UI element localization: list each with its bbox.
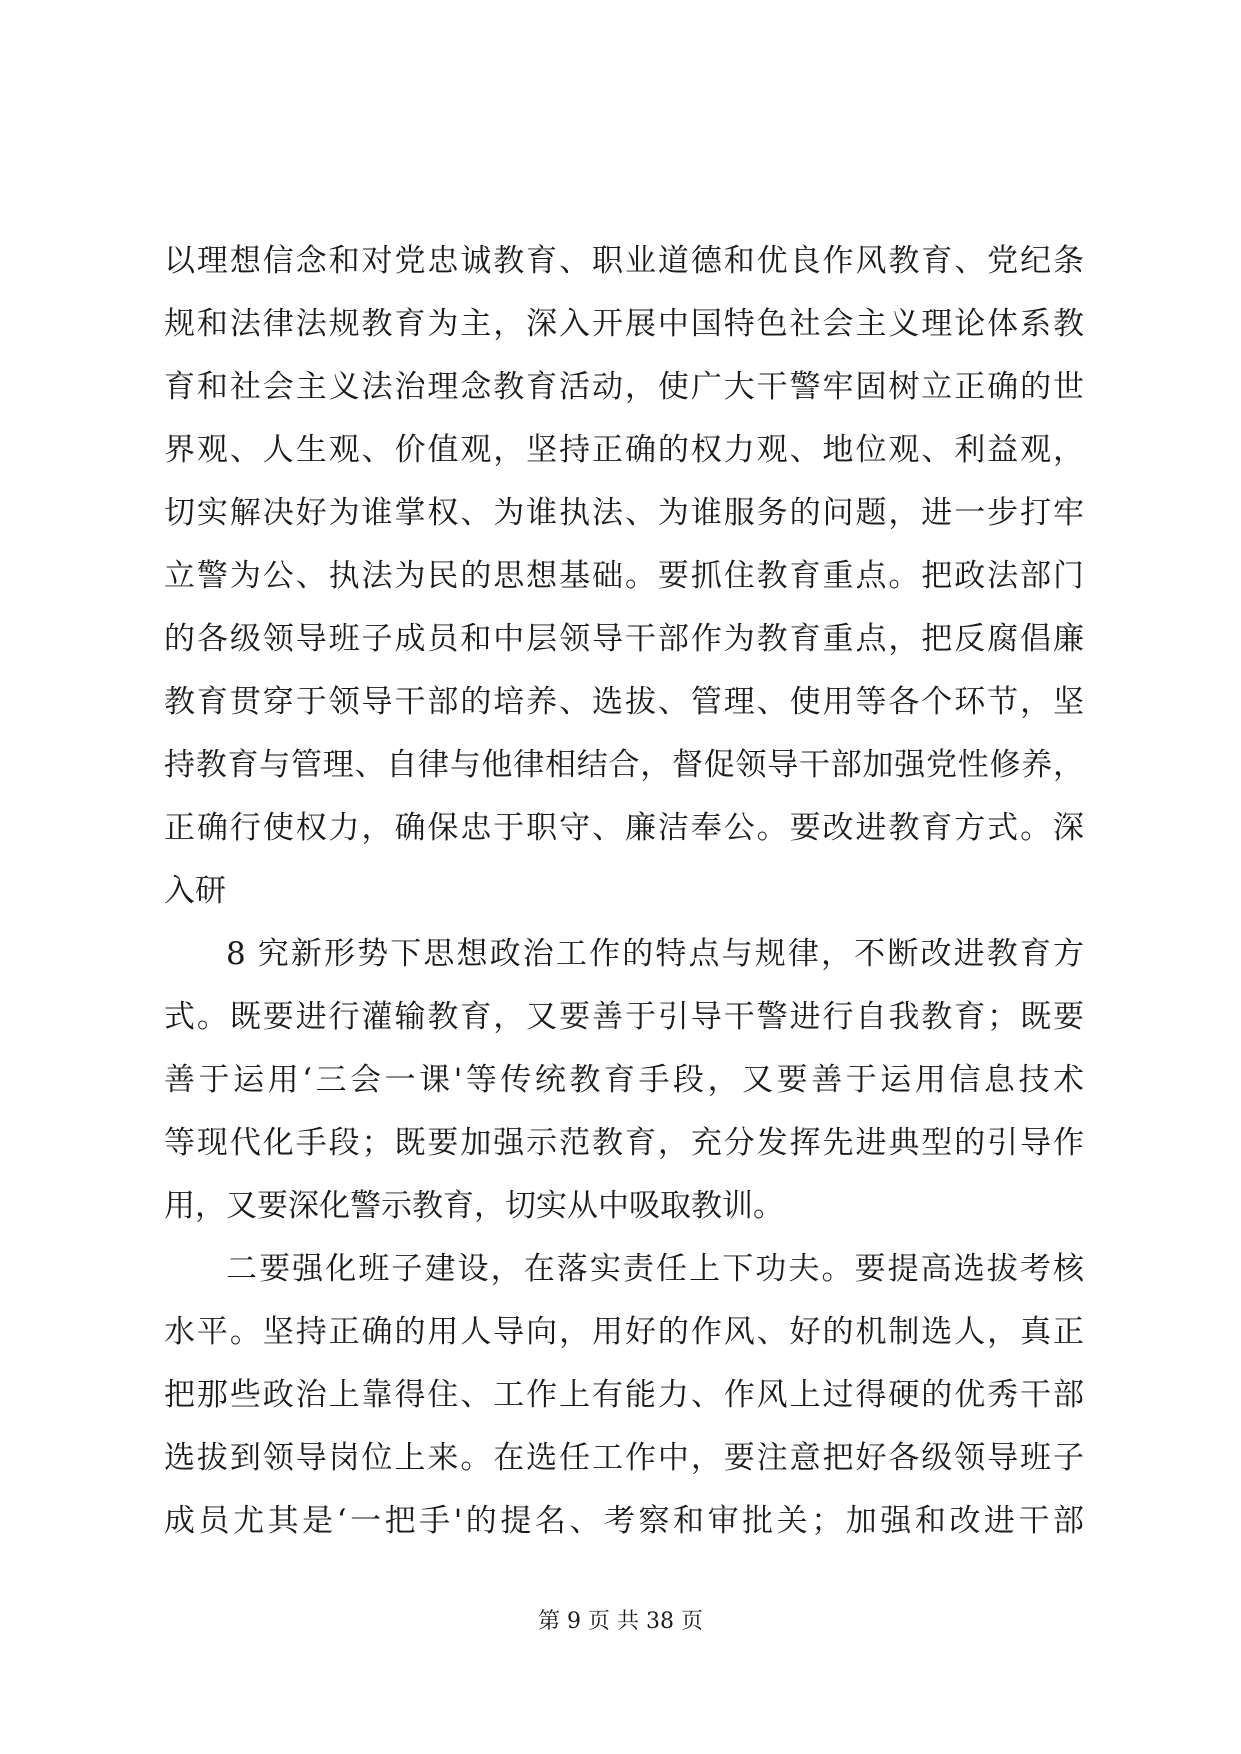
text-line: 等现代化手段；既要加强示范教育，充分发挥先进典型的引导作 [164,1125,1084,1161]
text-line: 式。既要进行灌输教育，又要善于引导干警进行自我教育；既要 [164,999,1084,1035]
text-line: 以理想信念和对党忠诚教育、职业道德和优良作风教育、党纪条 [164,243,1084,279]
text-line: 切实解决好为谁掌权、为谁执法、为谁服务的问题，进一步打牢 [164,495,1084,531]
text-line: 规和法律法规教育为主，深入开展中国特色社会主义理论体系教 [164,306,1084,342]
text-line: 把那些政治上靠得住、工作上有能力、作风上过得硬的优秀干部 [164,1377,1084,1413]
text-line: 水平。坚持正确的用人导向，用好的作风、好的机制选人，真正 [164,1314,1084,1350]
text-line: 育和社会主义法治理念教育活动，使广大干警牢固树立正确的世 [164,369,1084,405]
text-line: 入研 [164,873,226,909]
text-line: 立警为公、执法为民的思想基础。要抓住教育重点。把政法部门 [164,558,1084,594]
text-line: 教育贯穿于领导干部的培养、选拔、管理、使用等各个环节，坚 [164,684,1084,720]
text-line: 界观、人生观、价值观，坚持正确的权力观、地位观、利益观， [164,432,1084,468]
text-line: 用，又要深化警示教育，切实从中吸取教训。 [164,1188,784,1224]
page-footer: 第 9 页 共 38 页 [538,1609,703,1634]
text-line: 的各级领导班子成员和中层领导干部作为教育重点，把反腐倡廉 [164,621,1084,657]
text-line: 8 究新形势下思想政治工作的特点与规律，不断改进教育方 [226,936,1084,972]
text-line: 善于运用‘三会一课'等传统教育手段，又要善于运用信息技术 [164,1062,1084,1098]
text-line: 选拔到领导岗位上来。在选任工作中，要注意把好各级领导班子 [164,1440,1084,1476]
body-text [164,230,1084,1553]
text-line: 正确行使权力，确保忠于职守、廉洁奉公。要改进教育方式。深 [164,810,1084,846]
text-line: 成员尤其是‘一把手'的提名、考察和审批关；加强和改进干部 [164,1503,1084,1539]
text-line: 二要强化班子建设，在落实责任上下功夫。要提高选拔考核 [226,1251,1084,1287]
text-line: 持教育与管理、自律与他律相结合，督促领导干部加强党性修养， [164,747,1084,783]
